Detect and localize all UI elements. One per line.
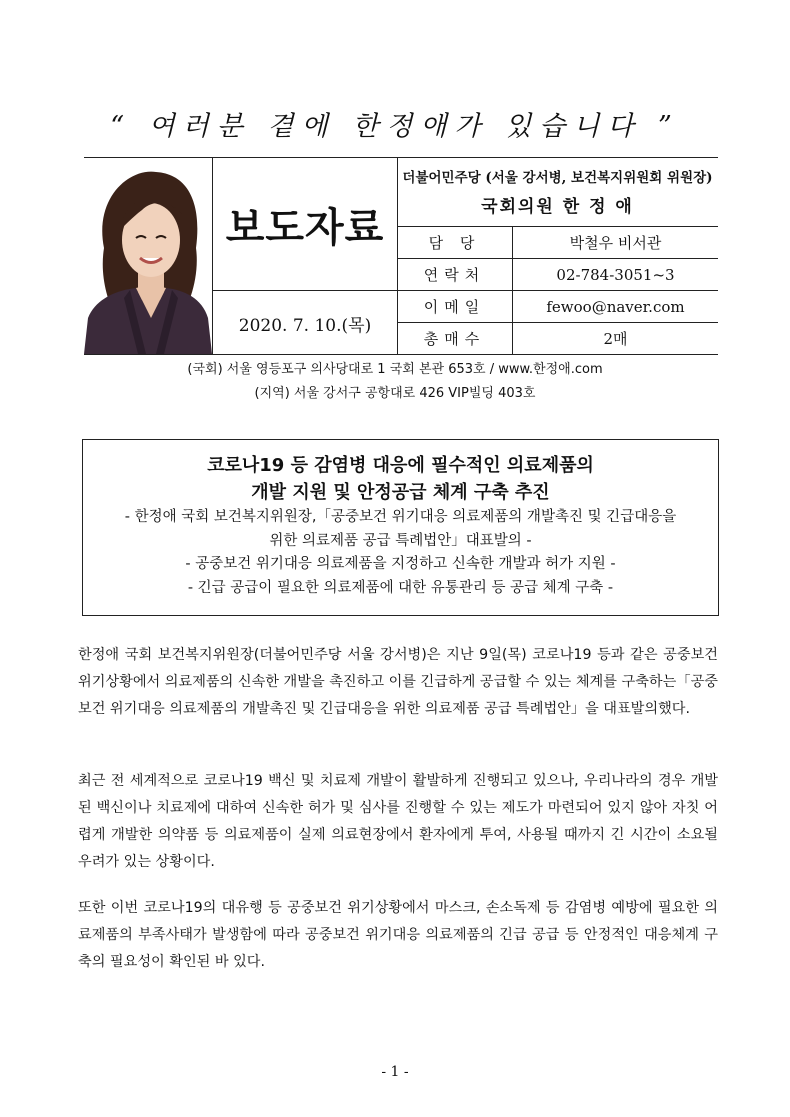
press-release-title: 보도자료 [225, 204, 385, 251]
contact-label: 연락처 [397, 259, 513, 291]
portrait-image [84, 158, 212, 354]
address-local: (지역) 서울 강서구 공항대로 426 VIP빌딩 403호 [254, 386, 536, 401]
contact-table [397, 226, 718, 354]
contact-value: 2매 [513, 323, 719, 355]
release-date: 2020. 7. 10.(목) [212, 290, 398, 355]
contact-row-manager [397, 227, 718, 259]
member-name: 국회의원 한 정 애 [481, 197, 634, 217]
contact-label: 이메일 [397, 291, 513, 323]
subheading-1a: - 한정애 국회 보건복지위원장,「공중보건 위기대응 의료제품의 개발촉진 및 긴급대응을 [124, 509, 677, 525]
body-paragraph-3 [78, 895, 718, 976]
paragraph-text: 또한 이번 코로나19의 대유행 등 공중보건 위기상황에서 마스크, 손소독제 등 감염병 예방에 필요한 의료제품의 부족사태가 발생함에 따라 공중보건 위기대응 의료제품의 긴급 공급 등 안정적인 대응체계 구축의 필요성이 확인된 바 있다. [78, 900, 718, 970]
body-paragraph-2 [78, 768, 718, 876]
title-cell [212, 158, 398, 290]
contact-label: 담 당 [397, 227, 513, 259]
subheading-1b: 위한 의료제품 공급 특례법안」대표발의 - [269, 532, 532, 549]
headline-line-1: 코로나19 등 감염병 대응에 필수적인 의료제품의 [207, 455, 594, 476]
contact-value: fewoo@naver.com [513, 291, 719, 323]
headline-line-2: 개발 지원 및 안정공급 체계 구축 추진 [251, 482, 550, 503]
party-affiliation: 더불어민주당 (서울 강서병, 보건복지위원회 위원장) [402, 170, 713, 186]
body-paragraph-1 [78, 642, 718, 723]
contact-value: 02-784-3051~3 [513, 259, 719, 291]
paragraph-text: 한정애 국회 보건복지위원장(더불어민주당 서울 강서병)은 지난 9일(목) 코로나19 등과 같은 공중보건 위기상황에서 의료제품의 신속한 개발을 촉진하고 이를 긴급하게 공급할 수 있는 체계를 구축하는「공중보건 위기대응 의료제품의 개발촉진 및 긴급대응을 위한 의료제품 공급 특례법안」을 대표발의했다. [78, 647, 718, 717]
contact-row-email [397, 291, 718, 323]
contact-row-phone [397, 259, 718, 291]
summary-box [82, 439, 719, 616]
address-assembly: (국회) 서울 영등포구 의사당대로 1 국회 본관 653호 / www.한정애.com [187, 362, 603, 377]
subheadings [83, 506, 718, 600]
slogan: “ 여러분 곁에 한정애가 있습니다 ” [110, 111, 680, 142]
contact-value: 박철우 비서관 [513, 227, 719, 259]
paragraph-text: 최근 전 세계적으로 코로나19 백신 및 치료제 개발이 활발하게 진행되고 있으나, 우리나라의 경우 개발된 백신이나 치료제에 대하여 신속한 허가 및 심사를 진행할 수 있는 제도가 마련되어 있지 않아 자칫 어렵게 개발한 의약품 등 의료제품이 실제 의료현장에서 환자에게 투여, 사용될 때까지 긴 시간이 소요될 우려가 있는 상황이다. [78, 773, 718, 870]
contact-label: 총매수 [397, 323, 513, 355]
subheading-3: - 긴급 공급이 필요한 의료제품에 대한 유통관리 등 공급 체계 구축 - [187, 579, 614, 596]
press-header [84, 157, 718, 355]
page-number: - 1 - [381, 1064, 409, 1080]
member-photo [84, 158, 212, 354]
contact-row-pages [397, 323, 718, 355]
subheading-2: - 공중보건 위기대응 의료제품을 지정하고 신속한 개발과 허가 지원 - [185, 556, 616, 572]
headline [83, 452, 718, 506]
